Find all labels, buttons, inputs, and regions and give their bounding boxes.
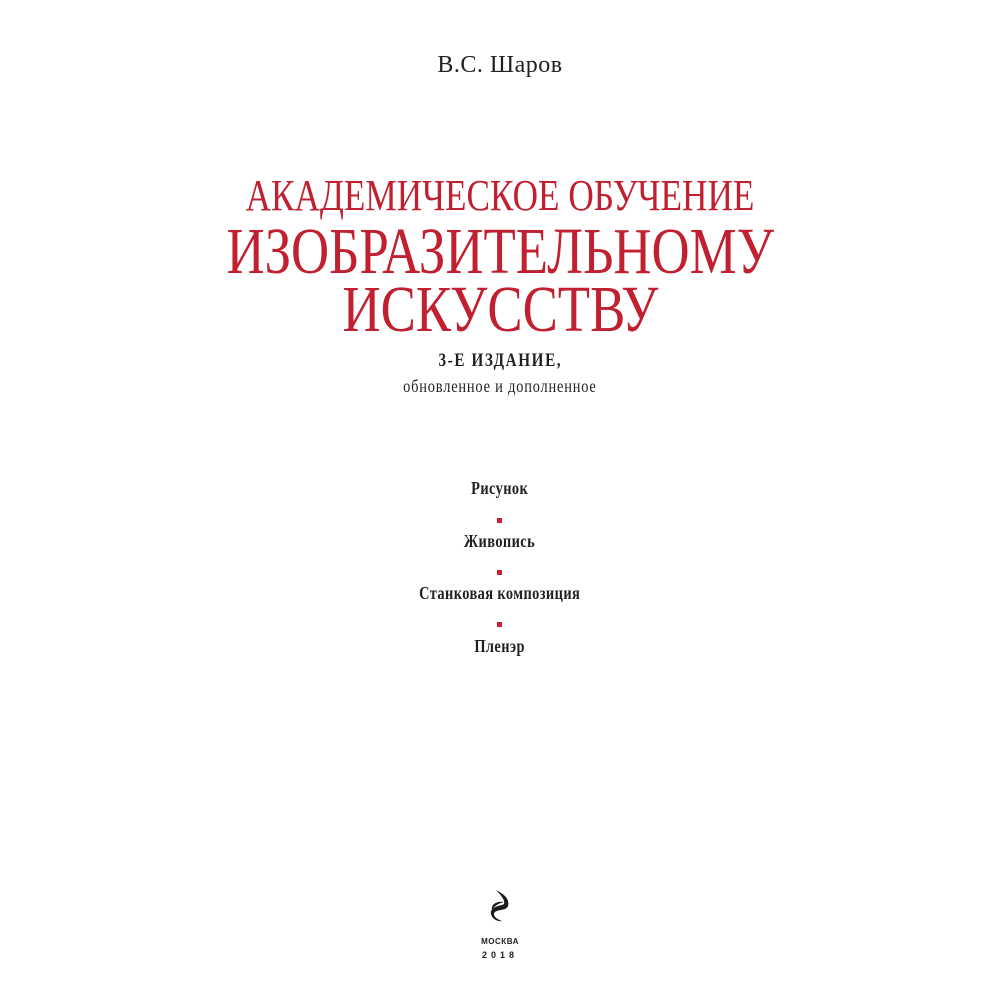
topic-item (0, 478, 1000, 499)
title-line-1-text: АКАДЕМИЧЕСКОЕ ОБУЧЕНИЕ (245, 171, 755, 220)
title-line-3-text: ИСКУССТВУ (342, 273, 658, 346)
topic-item (0, 531, 1000, 552)
topic-text: Живопись (464, 531, 536, 551)
publication-year-text: 2018 (481, 950, 519, 960)
publisher-city-text: МОСКВА (481, 937, 519, 946)
topic-text: Рисунок (471, 478, 529, 498)
edition-number (0, 350, 1000, 372)
publisher-city (0, 937, 1000, 946)
publisher-logo-icon (488, 888, 514, 926)
separator-square (497, 622, 502, 627)
topic-item (0, 636, 1000, 657)
topic-text: Пленэр (474, 636, 526, 656)
separator-square (497, 570, 502, 575)
topic-text: Станковая композиция (419, 583, 581, 603)
topic-item (0, 583, 1000, 604)
edition-number-text: 3-Е ИЗДАНИЕ, (438, 350, 562, 371)
edition-note (0, 376, 1000, 397)
separator-square (497, 518, 502, 523)
edition-note-text: обновленное и дополненное (403, 376, 597, 396)
title-line-2-text: ИЗОБРАЗИТЕЛЬНОМУ (226, 215, 774, 288)
title-line-3 (0, 272, 1000, 348)
author-text: В.С. Шаров (437, 52, 563, 78)
publication-year (0, 950, 1000, 960)
author-name (0, 52, 1000, 79)
